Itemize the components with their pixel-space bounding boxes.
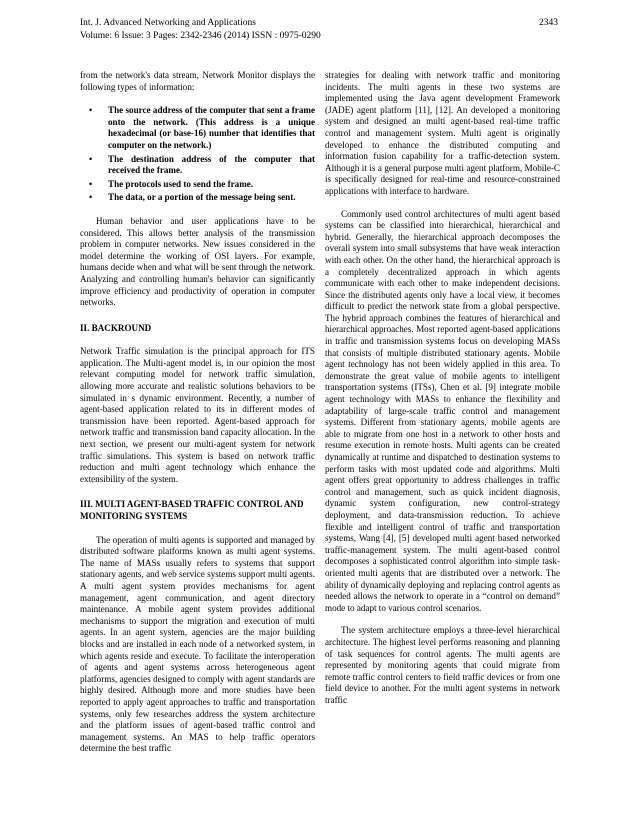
operation-paragraph: The operation of multi agents is supported and managed by distributed software platforms known as multi agent systems. The name of MASs usually refers to systems that support stationary agents, and web service systems support multi agents. A multi agent system provides mechanisms for agent management, agent communication, and agent directory maintenance. A mobile agent system provides additional mechanisms to support the migration and execution of multi agents. In an agent system, agencies are the major building blocks and are installed in each node of a networked system, in which agents reside and execute. To facilitate the interoperation of agents and agent systems across heterogeneous agent platforms, agencies designed to comply with agent standards are highly desired. Although more and more studies have been reported to apply agent approaches to traffic and transportation systems, only few researches address the system architecture and the platform issues of agent-based traffic control and management systems. An MAS to help traffic operators determine the best traffic [80, 534, 315, 754]
bullet-protocols: • The protocols used to send the frame. [80, 179, 315, 191]
volume-info: Volume: 6 Issue: 3 Pages: 2342-2346 (2014) ISSN : 0975-0290 [80, 30, 321, 41]
bullet-destination-address: • The destination address of the computer that received the frame. [80, 154, 315, 177]
left-column [80, 70, 315, 755]
page-number: 2343 [539, 18, 558, 28]
info-bullet-list [80, 105, 315, 204]
bullet-data: • The data, or a portion of the message being sent. [80, 192, 315, 204]
right-column [325, 70, 560, 706]
section-heading-background: II. BACKROUND [80, 322, 152, 333]
architectures-paragraph: Commonly used control architectures of multi agent based systems can be classified into hierarchical, hierarchical and hybrid. Generally, the hierarchical approach decomposes the overall system into small subsystems that have weak interaction with each other. On the other hand, the hierarchical approach is a completely decentralized approach in which agents communicate with each other to make independent decisions. Since the distributed agents only have a local view, it becomes difficult to predict the network state from a global perspective. The hybrid approach combines the features of hierarchical and hierarchical approaches. Most reported agent-based applications in traffic and transmission systems focus on developing MASs that consists of multiple distributed stationary agents. Mobile agent technology has not been widely applied in this area. To demonstrate the great value of mobile agents to intelligent transportation systems (ITSs), Chen et al. [9] integrate mobile agent technology with MASs to enhance the flexibility and adaptability of large-scale traffic control and management systems. Different from stationary agents, mobile agents are able to migrate from one host in a network to other hosts and resume execution in remote hosts. Multi agents can be created dynamically at runtime and dispatched to destination systems to perform tasks with most updated code and algorithms. Multi agent offers great opportunity to address challenges in traffic control and management, such as quick incident diagnosis, dynamic system configuration, new control-strategy deployment, and data-transmission reduction. To achieve flexible and intelligent control of traffic and transportation systems, Wang [4], [5] developed multi agent based networked traffic-management system. The multi agent-based control decomposes a sophisticated control algorithm into simple task-oriented multi agents that are distributed over a network. The ability of dynamically deploying and replacing control agents as needed allows the network to operate in a “control on demand” mode to adapt to various control scenarios. [325, 208, 560, 613]
three-level-paragraph: The system architecture employs a three-level hierarchical architecture. The highest level performs reasoning and planning of task sequences for control agents. The multi agents are represented by monitoring agents that could migrate from remote traffic control centers to field traffic devices or from one field device to another. For the multi agent systems in network traffic [325, 625, 560, 705]
journal-name: Int. J. Advanced Networking and Applications [80, 18, 256, 28]
bullet-source-address: • The source address of the computer that sent a frame onto the network. (This address is a unique hexadecimal (or base-16) number that identifies that computer on the network.) [80, 105, 315, 151]
human-behavior-paragraph: Human behavior and user applications have to be considered. This allows better analysis of the transmission problem in computer networks. New issues considered in the model determine the working of OSI layers. For example, humans decide when and what will be sent through the network. Analyzing and controlling human's behavior can significantly improve efficiency and productivity of operation in computer networks. [80, 215, 315, 308]
section-heading-multi-agent: III. MULTI AGENT-BASED TRAFFIC CONTROL AND MONITORING SYSTEMS [80, 499, 304, 521]
background-paragraph: Network Traffic simulation is the principal approach for ITS application. The Multi-agent model is, in our opinion the most relevant computing model for network traffic simulation, allowing more accurate and realistic solutions behaviors to be simulated in s dynamic environment. Recently, a number of agent-based application related to its in different modes of transmission have been reported. Agent-based approach for network traffic and transmission band capacity allocation. In the next section, we present our multi-agent system for network traffic simulations. This system is based on network traffic reduction and multi agent technology which enhance the extensibility of the system. [80, 346, 315, 484]
strategies-paragraph: strategies for dealing with network traffic and monitoring incidents. The multi agents in these two systems are implemented using the Java agent development Framework (JADE) agent platform [11], [12]. An developed a monitoring system and designed an multi agent-based real-time traffic control and management system. Multi agent is originally developed to enhance the distributed computing and information fusion capability for a traffic-detection system. Although it is a general purpose multi agent platform, Mobile-C is specifically designed for real-time and resource-constrained applications with interface to hardware. [325, 70, 560, 196]
intro-paragraph: from the network's data stream, Network Monitor displays the following types of information: [80, 70, 315, 92]
running-header [80, 17, 558, 42]
